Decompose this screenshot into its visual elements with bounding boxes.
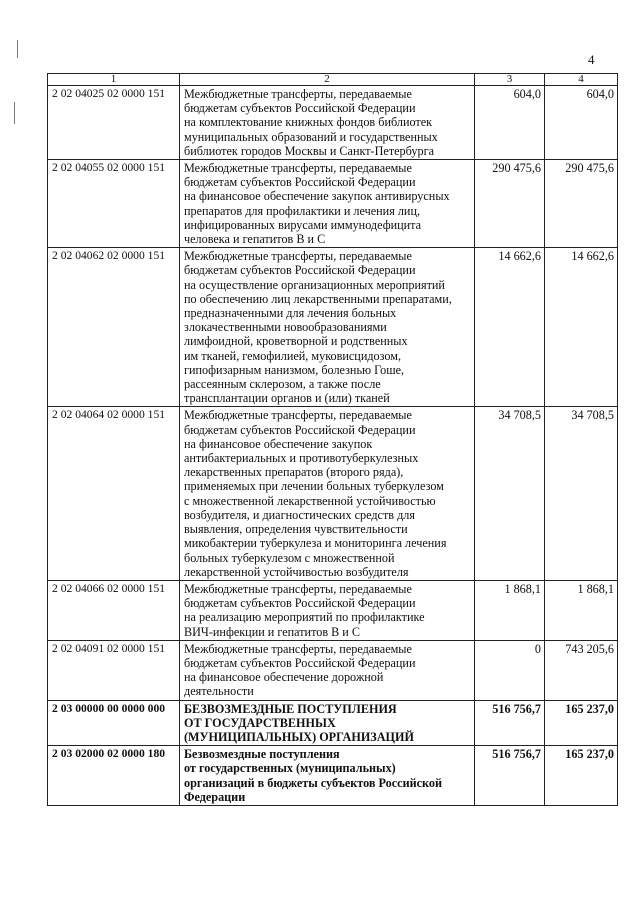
description-line: Межбюджетные трансферты, передаваемые <box>184 581 412 596</box>
description-line: на комплектование книжных фондов библиотек <box>184 115 433 130</box>
budget-code-cell: 2 02 04055 02 0000 151 <box>48 160 180 248</box>
amount-cell-col3: 34 708,5 <box>475 407 545 580</box>
table-row <box>48 248 618 407</box>
description-line: микобактерии туберкулеза и мониторинга лечения <box>184 536 447 551</box>
table-row <box>48 640 618 700</box>
description-line: больных туберкулезом с множественной <box>184 550 395 565</box>
amount-cell-col3: 516 756,7 <box>475 746 545 806</box>
amount-cell-col4: 165 237,0 <box>545 746 618 806</box>
description-line: Межбюджетные трансферты, передаваемые <box>184 161 412 176</box>
amount-cell-col4: 604,0 <box>545 86 618 160</box>
amount-cell-col3: 290 475,6 <box>475 160 545 248</box>
amount-cell-col3: 604,0 <box>475 86 545 160</box>
description-line: ОТ ГОСУДАРСТВЕННЫХ <box>184 715 336 730</box>
table-body <box>48 86 618 806</box>
description-line: бюджетам субъектов Российской Федерации <box>184 175 416 190</box>
amount-cell-col3: 1 868,1 <box>475 580 545 640</box>
description-line: муниципальных образований и государственных <box>184 129 438 144</box>
description-line: применяемых при лечении больных туберкулезом <box>184 479 444 494</box>
table-row <box>48 700 618 746</box>
header-cell-code: 1 <box>48 74 180 86</box>
description-cell <box>180 248 475 407</box>
scan-artifact-mark <box>14 102 15 124</box>
header-row <box>48 74 618 86</box>
description-line: организаций в бюджеты субъектов Российской <box>184 775 443 790</box>
budget-code-cell: 2 03 02000 02 0000 180 <box>48 746 180 806</box>
description-line: Безвозмездные поступления <box>184 747 340 762</box>
amount-cell-col4: 290 475,6 <box>545 160 618 248</box>
budget-code-cell: 2 02 04066 02 0000 151 <box>48 580 180 640</box>
table-row <box>48 407 618 580</box>
table-row <box>48 86 618 160</box>
description-cell <box>180 407 475 580</box>
amount-cell-col4: 14 662,6 <box>545 248 618 407</box>
amount-cell-col4: 1 868,1 <box>545 580 618 640</box>
budget-code-cell: 2 02 04062 02 0000 151 <box>48 248 180 407</box>
description-line: лекарственных препаратов (второго ряда), <box>184 465 404 480</box>
page-number: 4 <box>588 52 595 67</box>
table-row <box>48 746 618 806</box>
description-line: трансплантации органов и (или) тканей <box>184 391 390 406</box>
budget-code-cell: 2 02 04025 02 0000 151 <box>48 86 180 160</box>
budget-code-cell: 2 02 04064 02 0000 151 <box>48 407 180 580</box>
description-line: на финансовое обеспечение закупок антивирусных <box>184 189 450 204</box>
description-line: с множественной лекарственной устойчивостью <box>184 493 436 508</box>
table-row <box>48 580 618 640</box>
description-line: Федерации <box>184 789 246 804</box>
description-line: возбудителя, и диагностических средств для <box>184 507 415 522</box>
description-line: антибактериальных и противотуберкулезных <box>184 451 419 466</box>
description-line: инфицированных вирусами иммунодефицита <box>184 217 422 232</box>
description-line: БЕЗВОЗМЕЗДНЫЕ ПОСТУПЛЕНИЯ <box>184 701 397 716</box>
scan-artifact-mark <box>17 40 18 58</box>
description-line: библиотек городов Москвы и Санкт-Петербурга <box>184 143 434 158</box>
description-cell <box>180 160 475 248</box>
amount-cell-col3: 516 756,7 <box>475 700 545 746</box>
description-line: им тканей, гемофилией, муковисцидозом, <box>184 348 401 363</box>
description-line: выявления, определения чувствительности <box>184 522 408 537</box>
header-cell-value-3: 3 <box>475 74 545 86</box>
amount-cell-col4: 165 237,0 <box>545 700 618 746</box>
description-line: на реализацию мероприятий по профилактике <box>184 610 425 625</box>
description-line: гипофизарным нанизмом, болезнью Гоше, <box>184 362 405 377</box>
budget-code-cell: 2 03 00000 00 0000 000 <box>48 700 180 746</box>
budget-code-cell: 2 02 04091 02 0000 151 <box>48 640 180 700</box>
description-line: Межбюджетные трансферты, передаваемые <box>184 641 412 656</box>
description-line: на финансовое обеспечение закупок <box>184 436 373 451</box>
description-line: (МУНИЦИПАЛЬНЫХ) ОРГАНИЗАЦИЙ <box>184 729 414 744</box>
description-line: злокачественными новообразованиями <box>184 320 387 335</box>
description-line: бюджетам субъектов Российской Федерации <box>184 655 416 670</box>
header-cell-value-4: 4 <box>545 74 618 86</box>
description-line: бюджетам субъектов Российской Федерации <box>184 422 416 437</box>
description-line: бюджетам субъектов Российской Федерации <box>184 263 416 278</box>
description-cell <box>180 700 475 746</box>
description-line: Межбюджетные трансферты, передаваемые <box>184 408 412 423</box>
description-line: лимфоидной, кроветворной и родственных <box>184 334 408 349</box>
budget-table <box>47 73 618 806</box>
description-line: лекарственной устойчивостью возбудителя <box>184 564 409 579</box>
table-row <box>48 160 618 248</box>
description-cell <box>180 640 475 700</box>
description-line: на осуществление организационных мероприятий <box>184 277 445 292</box>
description-line: бюджетам субъектов Российской Федерации <box>184 596 416 611</box>
header-cell-description: 2 <box>180 74 475 86</box>
description-line: ВИЧ-инфекции и гепатитов В и С <box>184 624 361 639</box>
description-line: Межбюджетные трансферты, передаваемые <box>184 249 412 264</box>
description-line: человека и гепатитов В и С <box>184 232 326 247</box>
description-line: на финансовое обеспечение дорожной <box>184 670 384 685</box>
description-line: рассеянным склерозом, а также после <box>184 377 381 392</box>
amount-cell-col4: 34 708,5 <box>545 407 618 580</box>
description-line: от государственных (муниципальных) <box>184 761 396 776</box>
description-cell <box>180 746 475 806</box>
description-line: предназначенными для лечения больных <box>184 306 397 321</box>
description-cell <box>180 580 475 640</box>
amount-cell-col3: 14 662,6 <box>475 248 545 407</box>
description-cell <box>180 86 475 160</box>
description-line: бюджетам субъектов Российской Федерации <box>184 101 416 116</box>
amount-cell-col4: 743 205,6 <box>545 640 618 700</box>
description-line: по обеспечению лиц лекарственными препаратами, <box>184 291 452 306</box>
description-line: Межбюджетные трансферты, передаваемые <box>184 87 412 101</box>
description-line: препаратов для профилактики и лечения лиц, <box>184 203 421 218</box>
amount-cell-col3: 0 <box>475 640 545 700</box>
description-line: деятельности <box>184 684 254 699</box>
